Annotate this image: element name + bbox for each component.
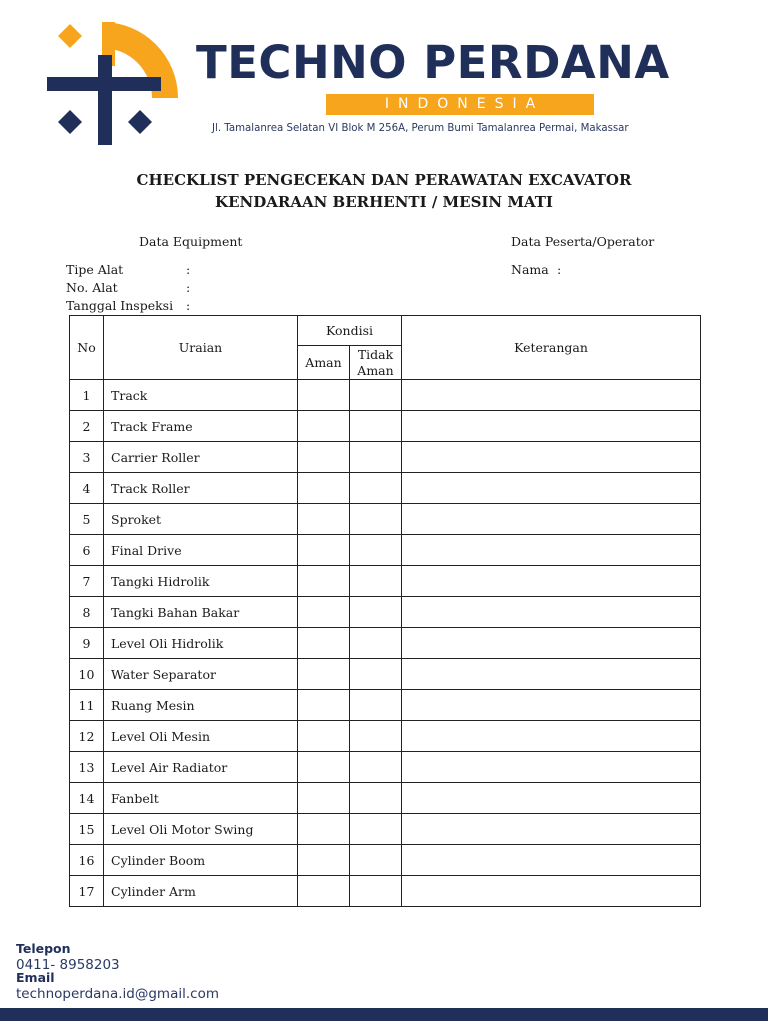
cell-tidak-aman[interactable] <box>350 442 402 473</box>
company-address: Jl. Tamalanrea Selatan VI Blok M 256A, Perum Bumi Tamalanrea Permai, Makassar <box>212 123 629 134</box>
header-tidak-aman-line1: Tidak <box>357 346 394 362</box>
tanggal-inspeksi-label: Tanggal Inspeksi <box>66 298 174 313</box>
row-number: 17 <box>70 876 104 907</box>
header-kondisi: Kondisi <box>298 316 402 346</box>
row-item: Tangki Hidrolik <box>104 566 298 597</box>
table-row <box>70 783 701 814</box>
header-tidak-aman-line2: Aman <box>357 362 394 378</box>
cell-keterangan[interactable] <box>402 411 701 442</box>
header-no: No <box>70 316 104 380</box>
cell-tidak-aman[interactable] <box>350 628 402 659</box>
checklist-table <box>69 315 701 907</box>
cell-keterangan[interactable] <box>402 845 701 876</box>
row-number: 4 <box>70 473 104 504</box>
row-item: Tangki Bahan Bakar <box>104 597 298 628</box>
tipe-alat-label: Tipe Alat <box>66 262 124 277</box>
cell-tidak-aman[interactable] <box>350 783 402 814</box>
cell-aman[interactable] <box>298 504 350 535</box>
row-number: 2 <box>70 411 104 442</box>
cell-tidak-aman[interactable] <box>350 411 402 442</box>
no-alat-label: No. Alat <box>66 280 118 295</box>
cell-tidak-aman[interactable] <box>350 535 402 566</box>
document-title: CHECKLIST PENGECEKAN DAN PERAWATAN EXCAVATOR <box>136 171 632 189</box>
cell-tidak-aman[interactable] <box>350 380 402 411</box>
cell-aman[interactable] <box>298 380 350 411</box>
table-row <box>70 442 701 473</box>
email-label: Email <box>16 970 55 985</box>
cell-keterangan[interactable] <box>402 442 701 473</box>
cell-aman[interactable] <box>298 473 350 504</box>
table-row <box>70 721 701 752</box>
equipment-heading: Data Equipment <box>139 234 243 249</box>
cell-aman[interactable] <box>298 411 350 442</box>
table-row <box>70 876 701 907</box>
row-item: Water Separator <box>104 659 298 690</box>
cell-keterangan[interactable] <box>402 628 701 659</box>
row-number: 13 <box>70 752 104 783</box>
cell-tidak-aman[interactable] <box>350 690 402 721</box>
cell-tidak-aman[interactable] <box>350 876 402 907</box>
cell-aman[interactable] <box>298 690 350 721</box>
row-item: Level Oli Mesin <box>104 721 298 752</box>
table-row <box>70 566 701 597</box>
row-item: Cylinder Boom <box>104 845 298 876</box>
header-tidak-aman <box>350 346 402 380</box>
company-name: TECHNO PERDANA <box>196 36 670 89</box>
header-uraian: Uraian <box>104 316 298 380</box>
cell-keterangan[interactable] <box>402 721 701 752</box>
cell-aman[interactable] <box>298 752 350 783</box>
cell-aman[interactable] <box>298 566 350 597</box>
cell-keterangan[interactable] <box>402 504 701 535</box>
cell-tidak-aman[interactable] <box>350 814 402 845</box>
table-row <box>70 690 701 721</box>
email-address: technoperdana.id@gmail.com <box>16 986 219 1002</box>
tipe-alat-colon: : <box>186 262 191 277</box>
cell-aman[interactable] <box>298 628 350 659</box>
cell-aman[interactable] <box>298 814 350 845</box>
table-row <box>70 597 701 628</box>
cell-keterangan[interactable] <box>402 814 701 845</box>
row-item: Final Drive <box>104 535 298 566</box>
cell-aman[interactable] <box>298 876 350 907</box>
cell-aman[interactable] <box>298 442 350 473</box>
cell-keterangan[interactable] <box>402 752 701 783</box>
header-aman: Aman <box>298 346 350 380</box>
cell-tidak-aman[interactable] <box>350 752 402 783</box>
row-item: Track <box>104 380 298 411</box>
cell-keterangan[interactable] <box>402 535 701 566</box>
table-row <box>70 752 701 783</box>
cell-tidak-aman[interactable] <box>350 597 402 628</box>
table-row <box>70 659 701 690</box>
cell-aman[interactable] <box>298 597 350 628</box>
row-number: 1 <box>70 380 104 411</box>
table-row <box>70 535 701 566</box>
phone-number: 0411- 8958203 <box>16 957 120 973</box>
checklist-rows <box>70 380 701 907</box>
cell-aman[interactable] <box>298 845 350 876</box>
row-number: 7 <box>70 566 104 597</box>
tanggal-inspeksi-colon: : <box>186 298 191 313</box>
cell-keterangan[interactable] <box>402 690 701 721</box>
row-item: Sproket <box>104 504 298 535</box>
row-item: Carrier Roller <box>104 442 298 473</box>
row-item: Cylinder Arm <box>104 876 298 907</box>
row-number: 5 <box>70 504 104 535</box>
phone-label: Telepon <box>16 941 71 956</box>
row-number: 9 <box>70 628 104 659</box>
table-row <box>70 814 701 845</box>
row-item: Track Frame <box>104 411 298 442</box>
row-number: 8 <box>70 597 104 628</box>
table-row <box>70 411 701 442</box>
cell-tidak-aman[interactable] <box>350 566 402 597</box>
company-logo <box>44 20 180 148</box>
cell-keterangan[interactable] <box>402 659 701 690</box>
cell-aman[interactable] <box>298 535 350 566</box>
company-subtitle: INDONESIA <box>326 94 594 115</box>
footer-bar <box>0 1008 768 1021</box>
cell-tidak-aman[interactable] <box>350 504 402 535</box>
cell-aman[interactable] <box>298 783 350 814</box>
table-row <box>70 845 701 876</box>
cell-keterangan[interactable] <box>402 473 701 504</box>
operator-heading: Data Peserta/Operator <box>511 234 655 249</box>
cell-tidak-aman[interactable] <box>350 473 402 504</box>
row-number: 10 <box>70 659 104 690</box>
header-keterangan: Keterangan <box>402 316 701 380</box>
cell-tidak-aman[interactable] <box>350 845 402 876</box>
nama-label: Nama <box>511 262 549 277</box>
cell-keterangan[interactable] <box>402 566 701 597</box>
row-item: Level Oli Hidrolik <box>104 628 298 659</box>
row-number: 15 <box>70 814 104 845</box>
row-item: Fanbelt <box>104 783 298 814</box>
cell-keterangan[interactable] <box>402 876 701 907</box>
row-item: Level Air Radiator <box>104 752 298 783</box>
table-row <box>70 504 701 535</box>
cell-keterangan[interactable] <box>402 783 701 814</box>
no-alat-colon: : <box>186 280 191 295</box>
document-subtitle: KENDARAAN BERHENTI / MESIN MATI <box>215 193 553 211</box>
table-row <box>70 473 701 504</box>
row-number: 3 <box>70 442 104 473</box>
nama-colon: : <box>557 262 562 277</box>
cell-aman[interactable] <box>298 721 350 752</box>
row-item: Ruang Mesin <box>104 690 298 721</box>
cell-tidak-aman[interactable] <box>350 721 402 752</box>
cell-aman[interactable] <box>298 659 350 690</box>
table-row <box>70 628 701 659</box>
row-item: Track Roller <box>104 473 298 504</box>
cell-tidak-aman[interactable] <box>350 659 402 690</box>
cell-keterangan[interactable] <box>402 380 701 411</box>
row-number: 14 <box>70 783 104 814</box>
cell-keterangan[interactable] <box>402 597 701 628</box>
row-item: Level Oli Motor Swing <box>104 814 298 845</box>
row-number: 16 <box>70 845 104 876</box>
table-row <box>70 380 701 411</box>
row-number: 6 <box>70 535 104 566</box>
row-number: 12 <box>70 721 104 752</box>
row-number: 11 <box>70 690 104 721</box>
